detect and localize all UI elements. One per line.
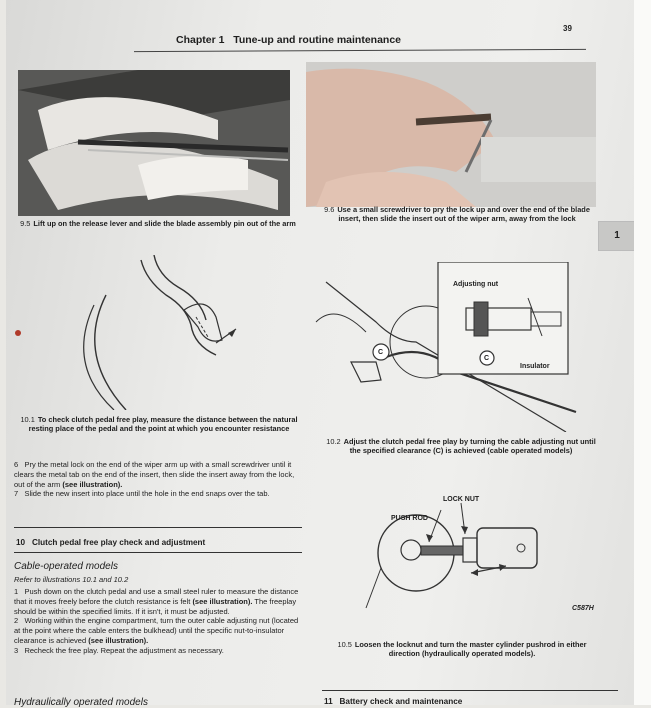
subhead-hydraulic: Hydraulically operated models [14, 697, 148, 708]
caption-10-1-number: 10.1 [20, 415, 35, 424]
step-2-ref: (see illustration). [88, 635, 149, 645]
figure-10-2-drawing [306, 262, 596, 432]
section-11-title: Battery check and maintenance [339, 697, 463, 706]
step-3-text: Recheck the free play. Repeat the adjustment as necessary. [24, 645, 224, 655]
label-c-inset: C [484, 355, 490, 362]
paragraph-6-7 [14, 460, 304, 499]
caption-10-5 [322, 640, 602, 659]
step-1-text-a: Push down on the clutch pedal and use a small steel ruler to measure the distance that it moves freely before the clutch resistance is felt [14, 587, 299, 606]
step-2-text: Working within the engine compartment, turn the outer cable adjusting nut (located at the point where the cable enters the bulkhead) until the specific nut-to-insulator clearance is achieved [14, 616, 299, 645]
caption-10-1 [20, 415, 298, 434]
photo-9-5 [18, 70, 290, 216]
figure-code: C587H [572, 605, 594, 612]
header-rule [134, 49, 586, 52]
para-6-text: Pry the metal lock on the end of the wiper arm up with a small screwdriver until it clears the metal tab on the end of the insert, then slide the insert away from the lock, out of the arm [14, 460, 295, 489]
chapter-tab: 1 [598, 221, 636, 251]
para-6-number: 6 [14, 460, 19, 469]
section-10-title: Clutch pedal free play check and adjustment [31, 538, 206, 547]
section-10-top-rule [14, 527, 302, 528]
caption-10-1-text: To check clutch pedal free play, measure the distance between the natural resting place of the pedal and the point at which you encounter resistance [28, 415, 298, 434]
steps-1-3 [14, 587, 304, 655]
caption-10-2 [320, 437, 602, 456]
caption-9-6-text: Use a small screwdriver to pry the lock up and over the end of the blade insert, then slide the insert out of the wiper arm, away from the lock [337, 205, 590, 224]
para-6-ref: (see illustration). [62, 479, 123, 489]
section-10-bottom-rule [14, 552, 302, 553]
section-10-heading [16, 538, 205, 547]
caption-10-5-text: Loosen the locknut and turn the master cylinder pushrod in either direction (hydraulically operated models). [354, 640, 587, 659]
manual-page [6, 0, 634, 708]
margin-dot [15, 330, 21, 336]
page-header [176, 34, 401, 46]
step-3-number: 3 [14, 645, 19, 655]
step-1-ref: (see illustration). [192, 596, 253, 606]
step-1-number: 1 [14, 587, 19, 596]
refer-illustrations: Refer to illustrations 10.1 and 10.2 [14, 575, 129, 584]
chapter-title: Tune-up and routine maintenance [233, 34, 402, 46]
screwdriver-illustration [306, 62, 596, 207]
chapter-label: Chapter 1 [176, 34, 225, 46]
label-insulator: Insulator [520, 363, 550, 370]
section-10-number: 10 [16, 538, 26, 547]
caption-9-5 [20, 219, 296, 228]
step-1-text-b: The freeplay should be within the specified limits. If it isn't, it must be adjusted. [14, 596, 297, 616]
section-11-number: 11 [324, 697, 333, 706]
label-c-main: C [378, 349, 384, 356]
photo-9-6 [306, 62, 596, 207]
caption-9-5-number: 9.5 [20, 219, 31, 228]
caption-9-6-number: 9.6 [324, 205, 335, 214]
background-edge [634, 0, 651, 705]
section-11-top-rule [322, 690, 618, 691]
subhead-cable-operated: Cable-operated models [14, 561, 118, 572]
para-7-text: Slide the new insert into place until the hole in the end snaps over the tab. [24, 489, 270, 499]
page-number: 39 [563, 24, 572, 33]
caption-10-2-text: Adjust the clutch pedal free play by turning the cable adjusting nut until the specified clearance (C) is achieved (cable operated models) [343, 437, 596, 456]
label-push-rod: PUSH ROD [391, 515, 428, 522]
step-2-number: 2 [14, 616, 19, 626]
label-lock-nut: LOCK NUT [443, 496, 480, 503]
caption-9-5-text: Lift up on the release lever and slide the blade assembly pin out of the arm [33, 219, 296, 228]
figure-10-1-drawing [66, 255, 286, 410]
para-7-number: 7 [14, 489, 19, 499]
caption-10-2-number: 10.2 [326, 437, 341, 446]
label-adjusting-nut: Adjusting nut [453, 281, 499, 288]
hands-wiper-illustration [18, 70, 290, 216]
caption-10-5-number: 10.5 [337, 640, 352, 649]
caption-9-6 [314, 205, 600, 224]
